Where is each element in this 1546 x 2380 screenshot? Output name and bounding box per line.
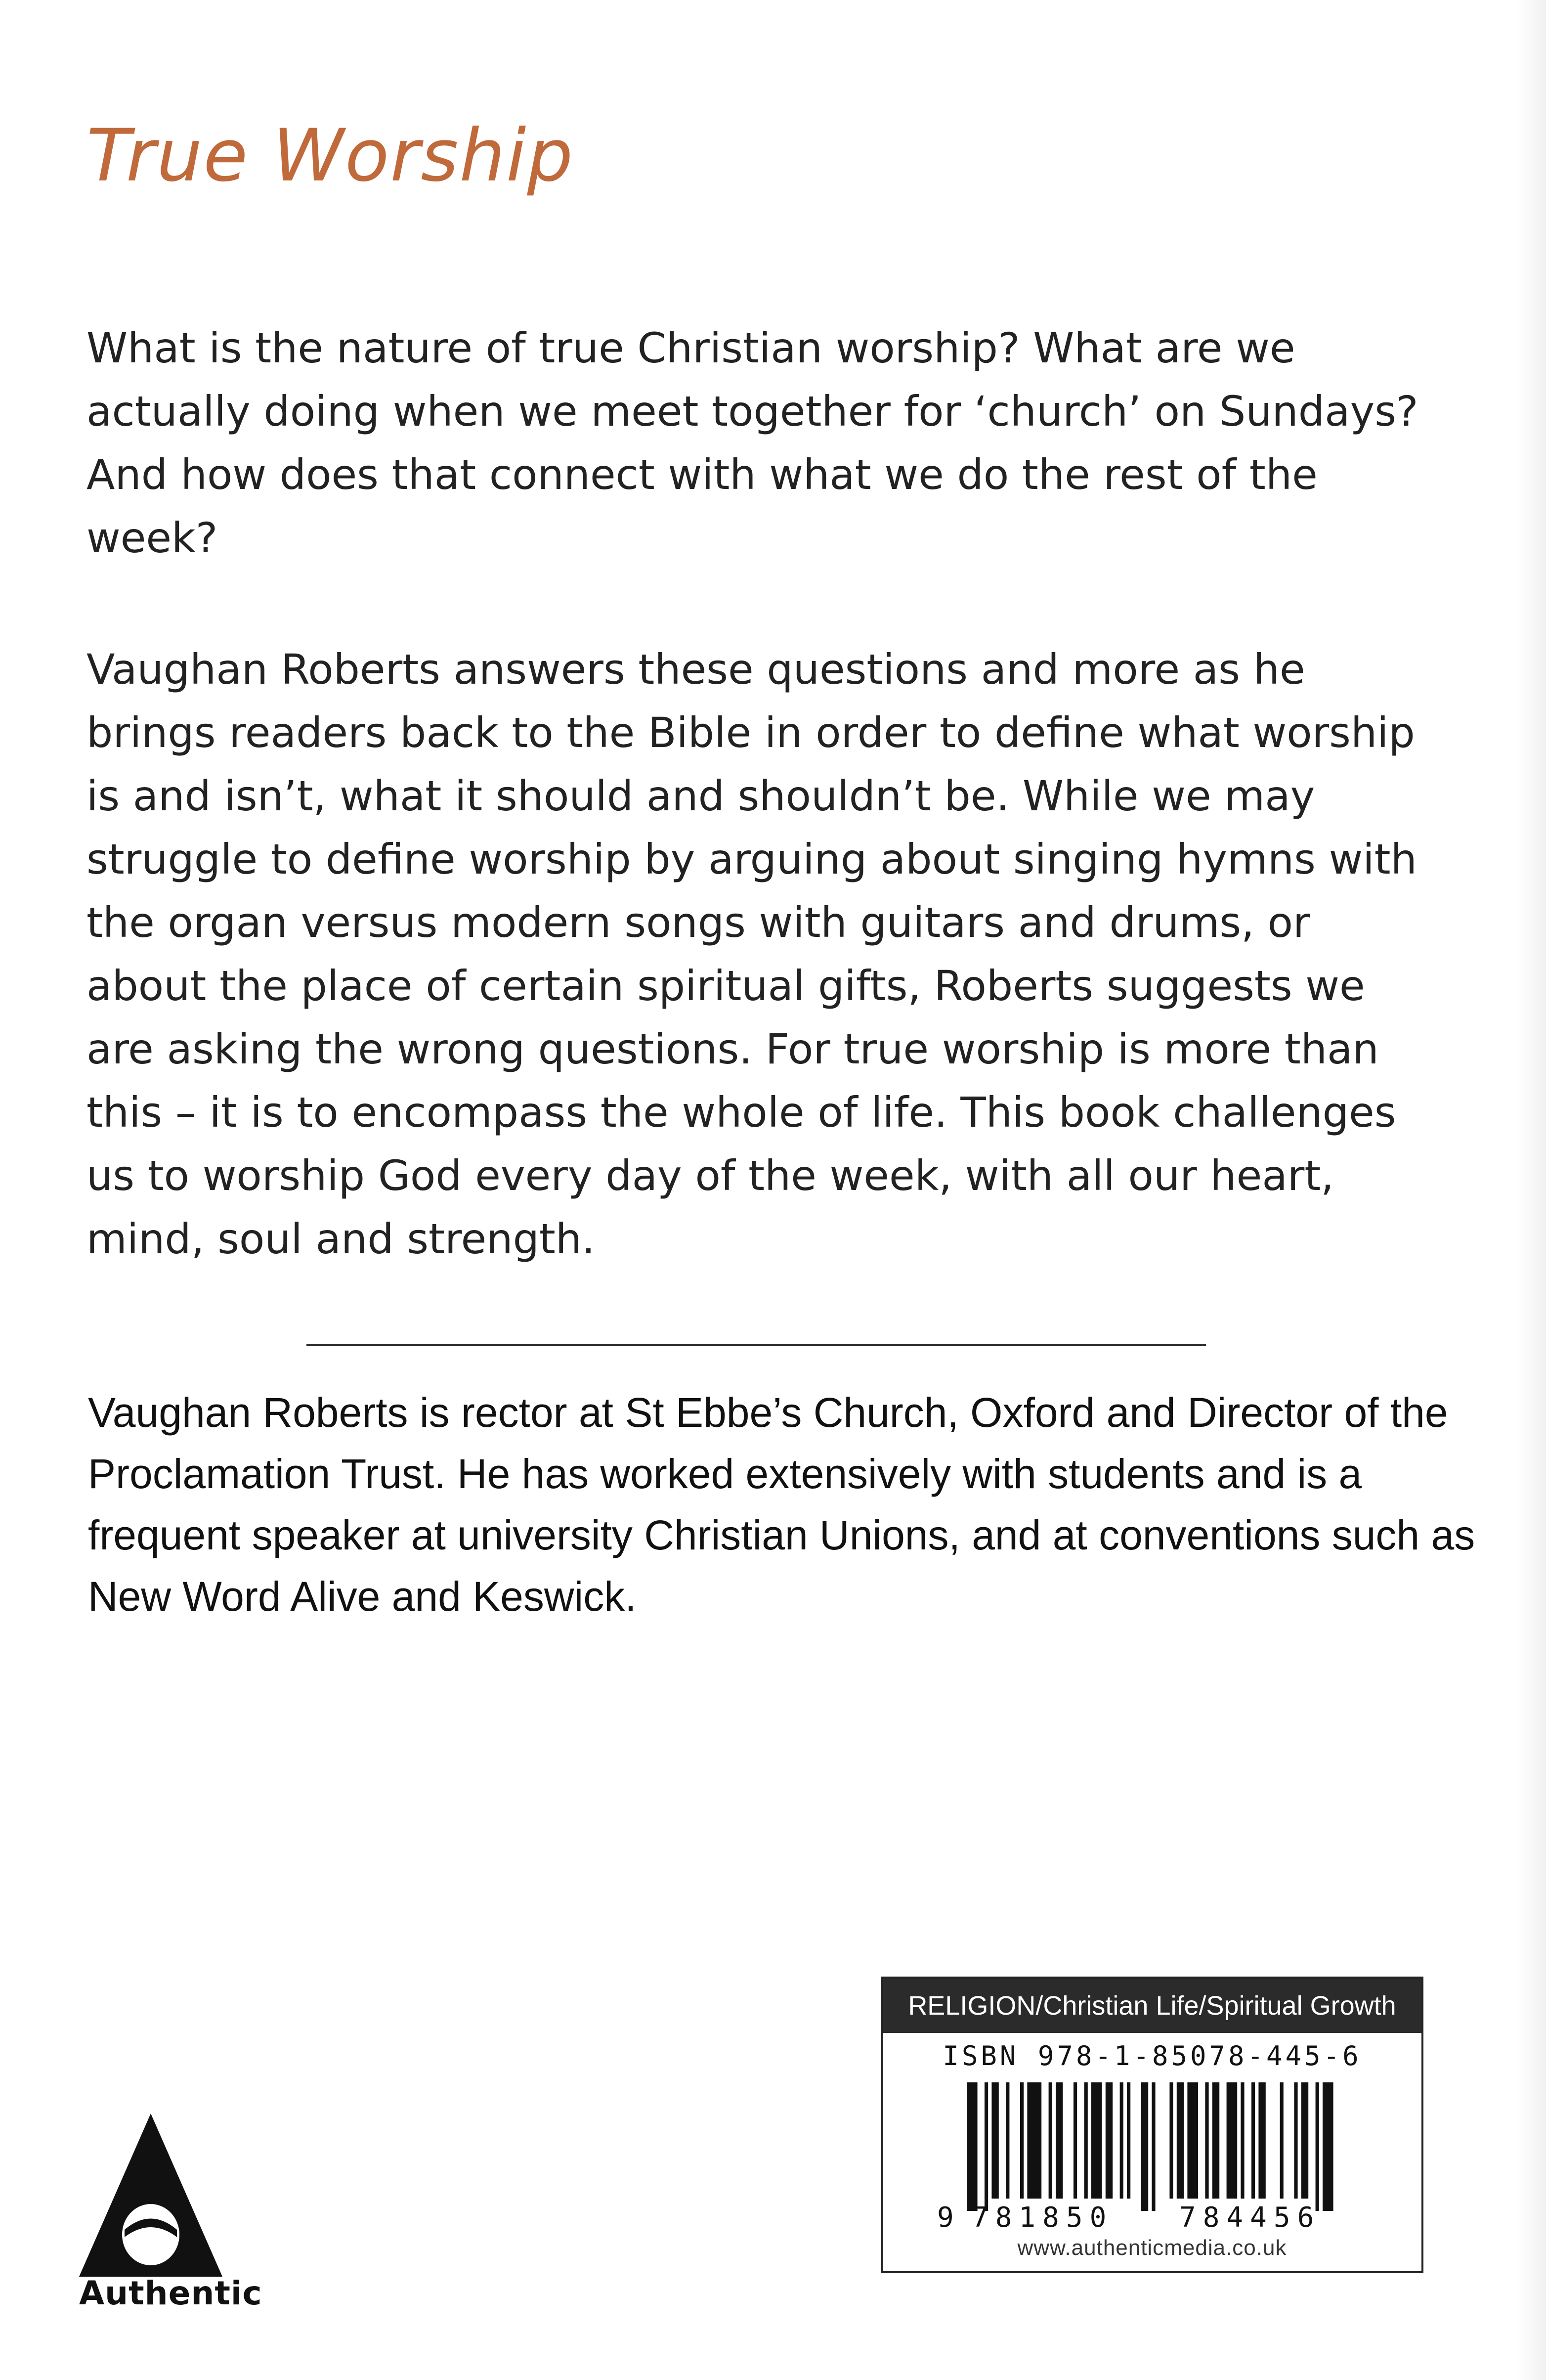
section-divider xyxy=(306,1344,1206,1346)
publisher-name: Authentic xyxy=(79,2274,262,2312)
barcode-bar xyxy=(1251,2082,1255,2199)
barcode-bar xyxy=(967,2082,978,2211)
barcode-bar xyxy=(1294,2082,1297,2199)
barcode-bar xyxy=(991,2082,998,2199)
isbn-label: ISBN 978-1-85078-445-6 xyxy=(943,2040,1362,2071)
barcode-bar xyxy=(1106,2082,1113,2199)
barcode-bar xyxy=(1323,2082,1333,2211)
author-bio-text: Vaughan Roberts is rector at St Ebbe’s Church, Oxford and Director of the Proclamation Trust. He has worked extensively with students and is a frequent speaker at university Christian Unions, and at conventions such as New Word Alive and Keswick. xyxy=(88,1389,1475,1620)
blurb-paragraph-2-text: Vaughan Roberts answers these questions and more as he brings readers back to the Bible in order to define what worship is and isn’t, what it should and shouldn’t be. While we may struggle to define worship by arguing about singing hymns with the organ versus modern songs with guitars and drums, or about the place of certain spiritual gifts, Roberts suggests we are asking the wrong questions. For true worship is more than this – it is to encompass the whole of life. This book challenges us to worship God every day of the week, with all our heart, mind, soul and strength. xyxy=(86,645,1417,1263)
barcode-bar xyxy=(1301,2082,1308,2199)
barcode-box xyxy=(881,1977,1423,2273)
barcode-bar xyxy=(1056,2082,1063,2199)
authentic-a-logo-icon xyxy=(79,2114,222,2277)
barcode-bar xyxy=(1227,2082,1238,2199)
barcode-digits-left: 781850 xyxy=(972,2202,1114,2231)
barcode-bar xyxy=(1212,2082,1219,2199)
barcode-bar xyxy=(1120,2082,1123,2199)
category-label: RELIGION/Christian Life/Spiritual Growth xyxy=(883,1979,1421,2033)
barcode-bar xyxy=(1020,2082,1024,2199)
barcode xyxy=(883,2082,1421,2231)
barcode-bar xyxy=(1316,2082,1319,2211)
barcode-bar xyxy=(1027,2082,1041,2199)
barcode-bar xyxy=(1084,2082,1088,2199)
barcode-bar xyxy=(1049,2082,1052,2199)
blurb-paragraph-2 xyxy=(86,638,1441,1271)
barcode-bar xyxy=(1141,2082,1148,2211)
barcode-bar xyxy=(1177,2082,1184,2199)
cover-title: True Worship xyxy=(86,114,574,198)
barcode-bar xyxy=(1152,2082,1155,2211)
barcode-digit-first: 9 xyxy=(937,2202,954,2231)
barcode-digits-right: 784456 xyxy=(1179,2202,1321,2231)
barcode-bar xyxy=(1187,2082,1198,2199)
blurb-paragraph-1 xyxy=(86,316,1441,570)
barcode-bar xyxy=(1006,2082,1009,2199)
barcode-bar xyxy=(985,2082,988,2211)
barcode-bar xyxy=(1091,2082,1102,2199)
barcode-bar xyxy=(1280,2082,1284,2199)
cover-edge xyxy=(1516,0,1546,2380)
barcode-bar xyxy=(1205,2082,1208,2199)
barcode-bar xyxy=(1127,2082,1130,2199)
barcode-bar xyxy=(1169,2082,1173,2199)
barcode-bar xyxy=(1258,2082,1265,2199)
barcode-bar xyxy=(1074,2082,1077,2199)
author-bio xyxy=(88,1382,1502,1627)
blurb-paragraph-1-text: What is the nature of true Christian worship? What are we actually doing when we meet together for ‘church’ on Sundays? And how does that connect with what we do the rest of the week? xyxy=(86,324,1418,562)
barcode-bar xyxy=(1241,2082,1244,2199)
publisher-website: www.authenticmedia.co.uk xyxy=(1017,2236,1287,2260)
